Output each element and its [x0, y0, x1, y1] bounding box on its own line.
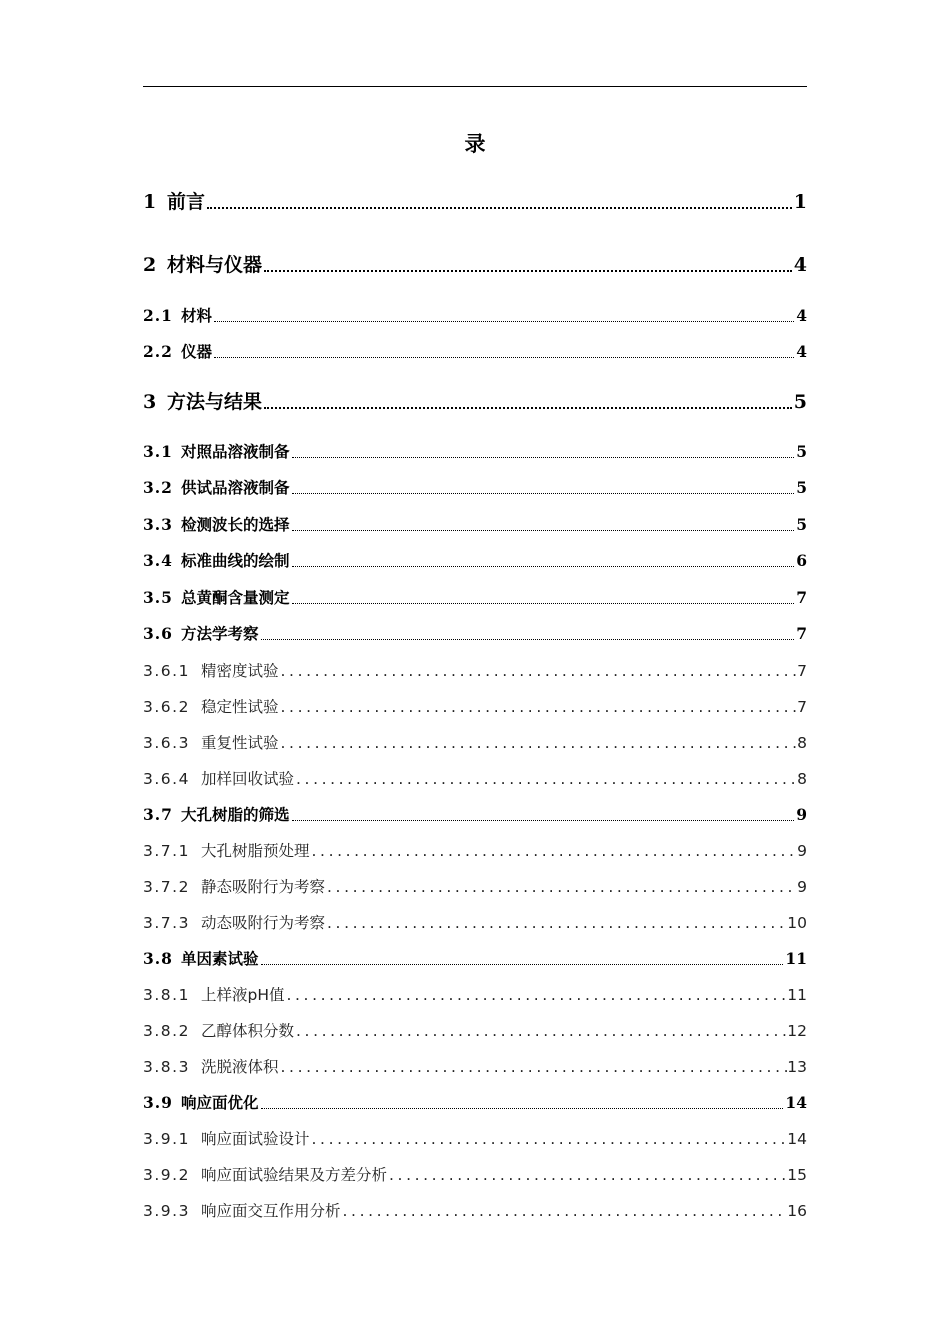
toc-entry-page: 13	[787, 1058, 807, 1077]
toc-leader-dots	[281, 734, 798, 752]
toc-leader-dots	[261, 964, 784, 965]
toc-entry-3-5[interactable]	[143, 586, 807, 608]
toc-entry-title: 动态吸附行为考察	[201, 914, 326, 933]
toc-leader-dots	[327, 878, 797, 896]
toc-entry-number: 3.9.1	[143, 1130, 190, 1149]
toc-entry-number: 3.6.2	[143, 698, 190, 717]
toc-entry-title: 材料与仪器	[167, 253, 263, 276]
toc-leader-dots	[261, 639, 795, 640]
toc-leader-dots	[287, 986, 788, 1004]
toc-entry-number: 3.4	[143, 551, 173, 571]
toc-entry-title: 乙醇体积分数	[201, 1022, 295, 1041]
toc-entry-3-8-1[interactable]	[143, 983, 807, 1005]
toc-entry-page: 7	[797, 662, 807, 681]
toc-leader-dots	[292, 457, 795, 458]
toc-leader-dots	[214, 321, 794, 322]
toc-entry-page: 4	[796, 306, 807, 326]
toc-leader-dots	[264, 270, 792, 272]
toc-leader-dots	[292, 530, 795, 531]
toc-entry-page: 5	[793, 390, 807, 413]
toc-entry-number: 3.5	[143, 588, 173, 608]
toc-entry-title: 加样回收试验	[201, 770, 295, 789]
toc-entry-3-7-1[interactable]	[143, 839, 807, 861]
toc-entry-number: 3.7.2	[143, 878, 190, 897]
toc-entry-page: 14	[787, 1130, 807, 1149]
toc-entry-page: 12	[787, 1022, 807, 1041]
toc-entry-page: 8	[797, 770, 807, 789]
toc-entry-title: 仪器	[181, 342, 213, 362]
toc-entry-page: 4	[796, 342, 807, 362]
toc-entry-page: 5	[796, 515, 807, 535]
toc-leader-dots	[327, 914, 787, 932]
toc-leader-dots	[281, 662, 798, 680]
toc-leader-dots	[292, 603, 795, 604]
toc-entry-3-8-2[interactable]	[143, 1019, 807, 1041]
toc-entry-3-7-3[interactable]	[143, 911, 807, 933]
toc-entry-title: 供试品溶液制备	[181, 478, 290, 498]
toc-entry-number: 3.7.3	[143, 914, 190, 933]
toc-entry-number: 2	[143, 253, 157, 276]
toc-entry-title: 标准曲线的绘制	[181, 551, 290, 571]
toc-entry-1[interactable]	[143, 187, 807, 214]
toc-entry-3-8-3[interactable]	[143, 1055, 807, 1077]
toc-entry-title: 单因素试验	[181, 949, 259, 969]
toc-entry-page: 9	[797, 878, 807, 897]
toc-leader-dots	[214, 357, 794, 358]
toc-entry-3-4[interactable]	[143, 549, 807, 571]
toc-entry-3-9-3[interactable]	[143, 1199, 807, 1221]
toc-entry-title: 响应面试验结果及方差分析	[201, 1166, 388, 1185]
toc-entry-3-9-2[interactable]	[143, 1163, 807, 1185]
toc-entry-title: 稳定性试验	[201, 698, 279, 717]
toc-entry-number: 2.1	[143, 306, 173, 326]
toc-leader-dots	[296, 770, 797, 788]
toc-entry-number: 3.6.3	[143, 734, 190, 753]
toc-leader-dots	[207, 207, 792, 209]
toc-entry-number: 3.8.3	[143, 1058, 190, 1077]
toc-entry-page: 9	[796, 805, 807, 825]
toc-entry-page: 5	[796, 442, 807, 462]
toc-entry-page: 7	[796, 624, 807, 644]
toc-entry-number: 3.9.2	[143, 1166, 190, 1185]
toc-entry-3-6-3[interactable]	[143, 731, 807, 753]
toc-entry-number: 3.7	[143, 805, 173, 825]
toc-leader-dots	[281, 1058, 788, 1076]
toc-entry-number: 3.8	[143, 949, 173, 969]
toc-entry-title: 方法与结果	[167, 390, 263, 413]
toc-entry-title: 材料	[181, 306, 213, 326]
toc-entry-page: 6	[796, 551, 807, 571]
toc-leader-dots	[292, 820, 795, 821]
toc-entry-3-7-2[interactable]	[143, 875, 807, 897]
toc-entry-title: 重复性试验	[201, 734, 279, 753]
toc-entry-number: 3.8.2	[143, 1022, 190, 1041]
toc-entry-3-1[interactable]	[143, 440, 807, 462]
page-title: 录	[464, 131, 486, 156]
toc-entry-number: 3.6	[143, 624, 173, 644]
toc-entry-title: 大孔树脂预处理	[201, 842, 310, 861]
toc-entry-3-8[interactable]	[143, 947, 807, 969]
toc-entry-page: 7	[796, 588, 807, 608]
toc-entry-title: 响应面试验设计	[201, 1130, 310, 1149]
toc-entry-number: 3.3	[143, 515, 173, 535]
toc-entry-title: 前言	[167, 190, 206, 213]
toc-entry-3-9[interactable]	[143, 1091, 807, 1113]
header-rule	[143, 86, 807, 87]
toc-entry-title: 上样液pH值	[201, 986, 285, 1005]
toc-entry-page: 8	[797, 734, 807, 753]
toc-entry-3-9-1[interactable]	[143, 1127, 807, 1149]
toc-leader-dots	[389, 1166, 787, 1184]
toc-entry-title: 检测波长的选择	[181, 515, 290, 535]
toc-entry-3-6-1[interactable]	[143, 659, 807, 681]
toc-entry-title: 洗脱液体积	[201, 1058, 279, 1077]
toc-entry-title: 响应面交互作用分析	[201, 1202, 341, 1221]
toc-entry-title: 总黄酮含量测定	[181, 588, 290, 608]
toc-entry-page: 9	[797, 842, 807, 861]
toc-entry-number: 3.6.1	[143, 662, 190, 681]
toc-entry-3-7[interactable]	[143, 803, 807, 825]
toc-entry-2[interactable]	[143, 250, 807, 277]
toc-leader-dots	[261, 1108, 784, 1109]
toc-entry-page: 11	[785, 949, 807, 969]
toc-entry-title: 响应面优化	[181, 1093, 259, 1113]
toc-leader-dots	[264, 407, 792, 409]
toc-entry-2-2[interactable]	[143, 340, 807, 362]
toc-entry-3-6-2[interactable]	[143, 695, 807, 717]
toc-entry-number: 3.9	[143, 1093, 173, 1113]
toc-entry-number: 3.8.1	[143, 986, 190, 1005]
toc-entry-number: 2.2	[143, 342, 173, 362]
toc-entry-title: 方法学考察	[181, 624, 259, 644]
toc-entry-page: 4	[793, 253, 807, 276]
toc-leader-dots	[296, 1022, 787, 1040]
toc-entry-title: 大孔树脂的筛选	[181, 805, 290, 825]
toc-entry-number: 3	[143, 390, 157, 413]
toc-leader-dots	[281, 698, 798, 716]
toc-entry-number: 3.6.4	[143, 770, 190, 789]
toc-leader-dots	[292, 493, 795, 494]
toc-leader-dots	[312, 842, 798, 860]
toc-entry-title: 对照品溶液制备	[181, 442, 290, 462]
toc-leader-dots	[292, 566, 795, 567]
toc-entry-page: 11	[787, 986, 807, 1005]
toc-entry-number: 3.7.1	[143, 842, 190, 861]
toc-entry-page: 15	[787, 1166, 807, 1185]
toc-leader-dots	[312, 1130, 788, 1148]
toc-entry-page: 10	[787, 914, 807, 933]
toc-entry-number: 3.2	[143, 478, 173, 498]
toc-entry-3-6[interactable]	[143, 622, 807, 644]
toc-entry-2-1[interactable]	[143, 304, 807, 326]
toc-entry-page: 14	[785, 1093, 807, 1113]
toc-entry-title: 精密度试验	[201, 662, 279, 681]
toc-entry-page: 1	[793, 190, 807, 213]
toc-entry-page: 5	[796, 478, 807, 498]
toc-entry-number: 3.1	[143, 442, 173, 462]
toc-entry-number: 1	[143, 190, 157, 213]
toc-leader-dots	[343, 1202, 788, 1220]
toc-entry-title: 静态吸附行为考察	[201, 878, 326, 897]
toc-entry-number: 3.9.3	[143, 1202, 190, 1221]
toc-entry-3-3[interactable]	[143, 513, 807, 535]
toc-entry-3[interactable]	[143, 387, 807, 414]
toc-entry-page: 7	[797, 698, 807, 717]
toc-entry-3-6-4[interactable]	[143, 767, 807, 789]
toc-entry-page: 16	[787, 1202, 807, 1221]
toc-entry-3-2[interactable]	[143, 476, 807, 498]
